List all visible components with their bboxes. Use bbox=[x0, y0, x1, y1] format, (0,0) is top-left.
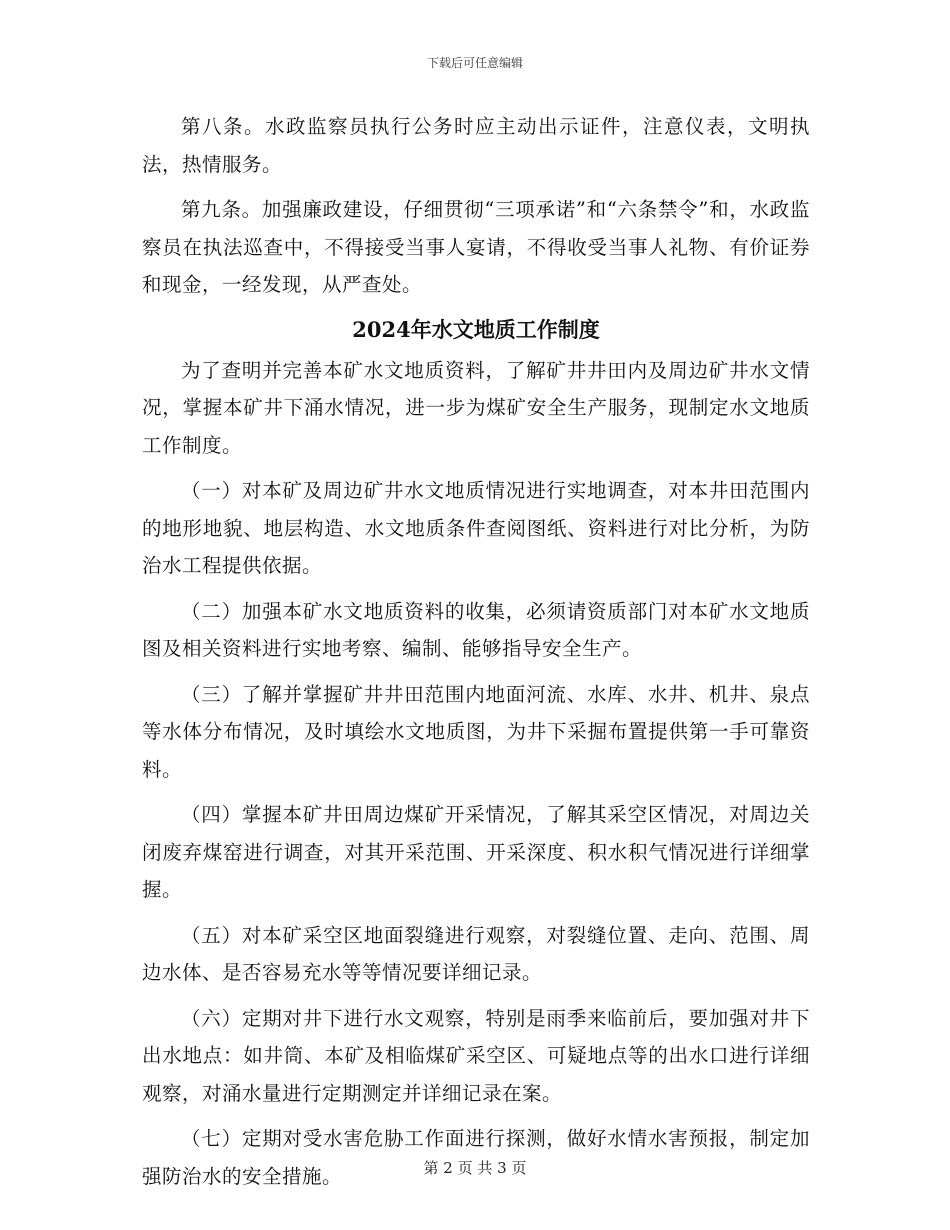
document-body bbox=[142, 108, 810, 1203]
paragraph-item-2: （二）加强本矿水文地质资料的收集，必须请资质部门对本矿水文地质图及相关资料进行实地考察、编制、能够指导安全生产。 bbox=[142, 599, 810, 660]
paragraph-item-3: （三）了解并掌握矿井井田范围内地面河流、水库、水井、机井、泉点等水体分布情况，及时填绘水文地质图，为井下采掘布置提供第一手可靠资料。 bbox=[142, 682, 810, 781]
paragraph-article-8: 第八条。水政监察员执行公务时应主动出示证件，注意仪表，文明执法，热情服务。 bbox=[142, 115, 810, 176]
paragraph-item-6: （六）定期对井下进行水文观察，特别是雨季来临前后，要加强对井下出水地点：如井筒、本矿及相临煤矿采空区、可疑地点等的出水口进行详细观察，对涌水量进行定期测定并详细记录在案。 bbox=[142, 1006, 810, 1105]
paragraph-article-9: 第九条。加强廉政建设，仔细贯彻“三项承诺”和“六条禁令”和，水政监察员在执法巡查中，不得接受当事人宴请，不得收受当事人礼物、有价证券和现金，一经发现，从严查处。 bbox=[142, 198, 810, 296]
paragraph-item-5: （五）对本矿采空区地面裂缝进行观察，对裂缝位置、走向、范围、周边水体、是否容易充水等等情况要详细记录。 bbox=[142, 923, 810, 984]
page-number: 第 2 页 共 3 页 bbox=[423, 1159, 527, 1177]
page-header: 下载后可任意编辑 bbox=[426, 56, 523, 70]
paragraph-item-1: （一）对本矿及周边矿井水文地质情况进行实地调查，对本井田范围内的地形地貌、地层构造、水文地质条件查阅图纸、资料进行对比分析，为防治水工程提供依据。 bbox=[142, 479, 810, 577]
paragraph-item-7: （七）定期对受水害危胁工作面进行探测，做好水情水害预报，制定加强防治水的安全措施。 bbox=[142, 1127, 810, 1188]
paragraph-intro: 为了查明并完善本矿水文地质资料，了解矿井井田内及周边矿井水文情况，掌握本矿井下涌水情况，进一步为煤矿安全生产服务，现制定水文地质工作制度。 bbox=[142, 358, 810, 457]
document-title: 2024年水文地质工作制度 bbox=[352, 316, 600, 342]
paragraph-item-4: （四）掌握本矿井田周边煤矿开采情况，了解其采空区情况，对周边关闭废弃煤窑进行调查，对其开采范围、开采深度、积水积气情况进行详细掌握。 bbox=[142, 803, 810, 901]
